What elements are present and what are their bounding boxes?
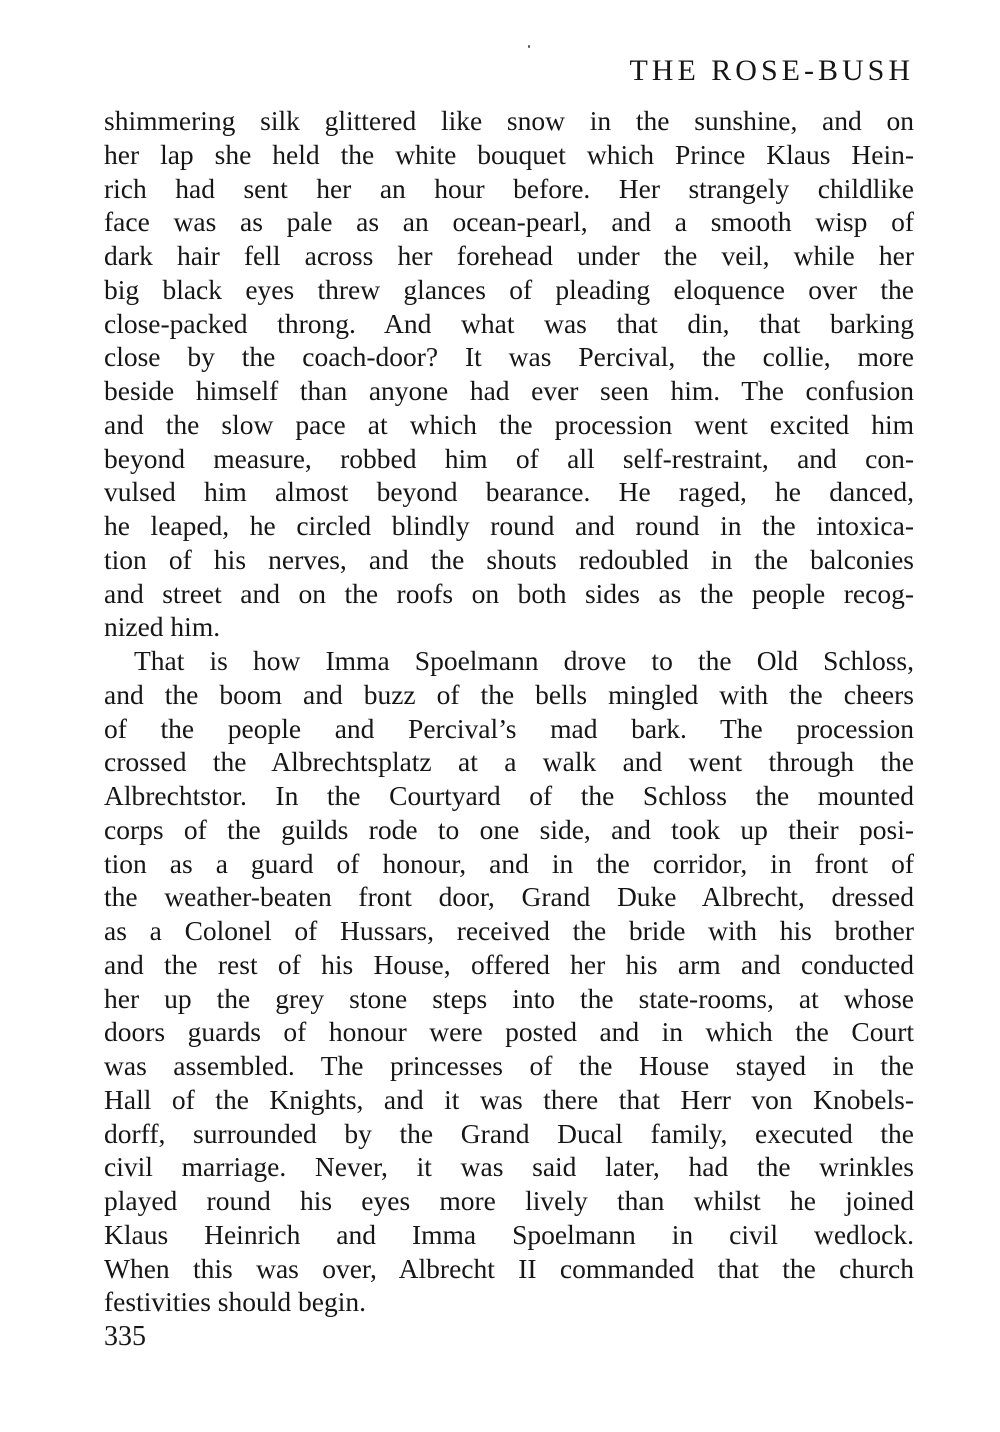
page-number: 335 [104,1321,146,1352]
text-line: Klaus Heinrich and Imma Spoelmann in civil wedlock. [104,1218,914,1250]
text-line: of the people and Percival’s mad bark. The procession [104,712,914,744]
text-line: her lap she held the white bouquet which Prince Klaus Hein- [104,138,914,170]
text-line: doors guards of honour were posted and in which the Court [104,1016,914,1048]
text-line: dorff, surrounded by the Grand Ducal family, executed the [104,1117,914,1149]
text-line: corps of the guilds rode to one side, and took up their posi- [104,813,914,845]
text-line: shimmering silk glittered like snow in the sunshine, and on [104,105,914,136]
text-line: nized him. [104,611,221,643]
text-line: and the slow pace at which the procession went excited him [104,408,914,440]
text-line: and street and on the roofs on both sides as the people recog- [104,577,914,609]
text-line: close by the coach-door? It was Percival, the collie, more [104,341,914,373]
text-line: beside himself than anyone had ever seen him. The confusion [104,375,914,406]
text-line: her up the grey stone steps into the state-rooms, at whose [104,982,914,1014]
text-line: played round his eyes more lively than whilst he joined [104,1185,914,1216]
body-text [104,104,914,1319]
running-head: THE ROSE-BUSH [629,54,914,87]
text-line: and the rest of his House, offered her his arm and conducted [104,948,914,980]
text-line: civil marriage. Never, it was said later, had the wrinkles [104,1151,914,1183]
text-line: That is how Imma Spoelmann drove to the Old Schloss, [134,645,914,676]
text-line: the weather-beaten front door, Grand Duke Albrecht, dressed [104,881,914,913]
paragraph-2 [104,644,914,1319]
ink-speck [528,45,530,48]
text-line: dark hair fell across her forehead under the veil, while her [104,240,914,271]
text-line: tion as a guard of honour, and in the corridor, in front of [104,847,914,879]
text-line: Hall of the Knights, and it was there that Herr von Knobels- [104,1083,914,1115]
text-line: festivities should begin. [104,1286,366,1318]
text-line: vulsed him almost beyond bearance. He raged, he danced, [104,476,914,508]
text-line: face was as pale as an ocean-pearl, and a smooth wisp of [104,206,914,238]
paragraph-1 [104,104,914,644]
text-line: as a Colonel of Hussars, received the bride with his brother [104,915,914,946]
text-line: close-packed throng. And what was that din, that barking [104,307,914,339]
text-line: When this was over, Albrecht II commanded that the church [104,1252,914,1284]
text-line: beyond measure, robbed him of all self-restraint, and con- [104,442,914,474]
text-line: rich had sent her an hour before. Her strangely childlike [104,172,914,204]
text-line: Albrechtstor. In the Courtyard of the Schloss the mounted [104,780,914,811]
text-line: tion of his nerves, and the shouts redoubled in the balconies [104,543,914,575]
text-line: big black eyes threw glances of pleading eloquence over the [104,273,914,305]
text-line: and the boom and buzz of the bells mingled with the cheers [104,678,914,710]
text-line: he leaped, he circled blindly round and round in the intoxica- [104,510,914,541]
text-line: crossed the Albrechtsplatz at a walk and went through the [104,746,914,778]
text-line: was assembled. The princesses of the House stayed in the [104,1050,914,1081]
